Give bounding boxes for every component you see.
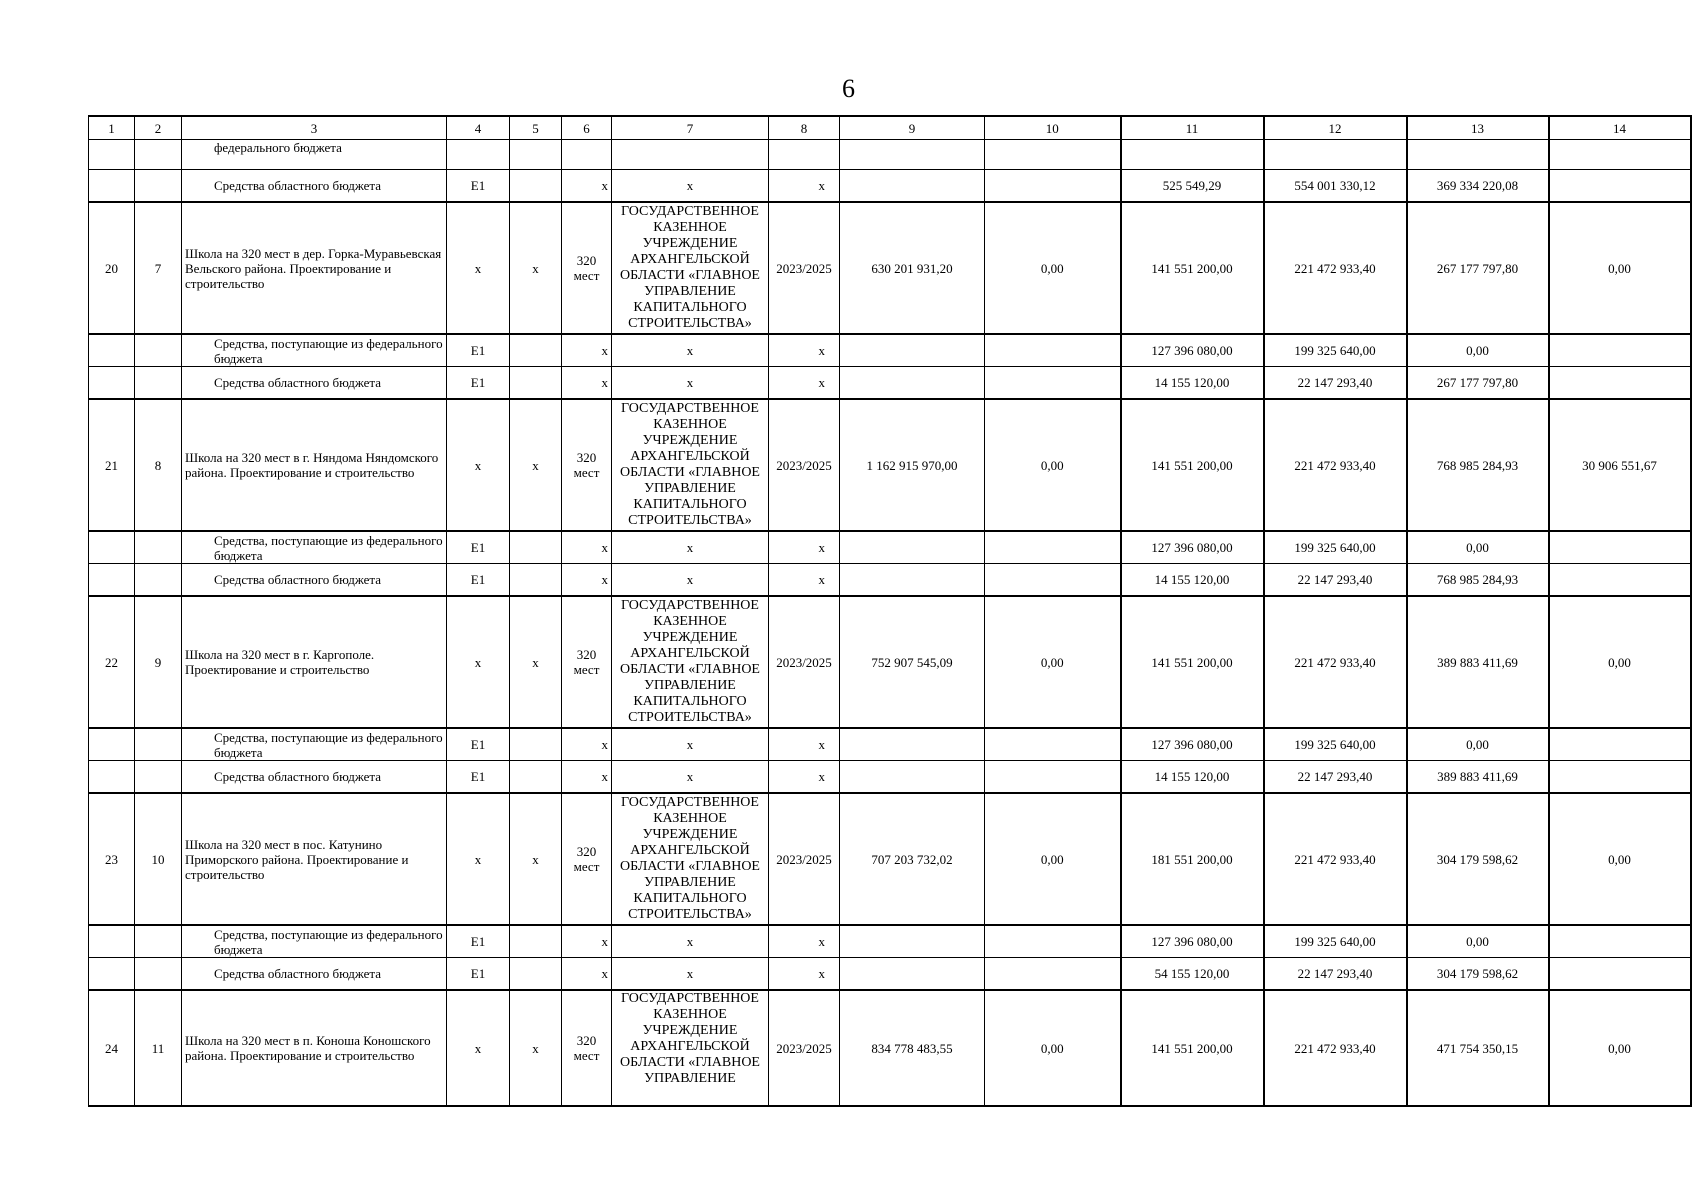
- header-cell: 4: [447, 116, 510, 140]
- cell-c8: х: [769, 564, 840, 597]
- cell-c11: 127 396 080,00: [1121, 334, 1264, 367]
- cell-c12: 199 325 640,00: [1264, 531, 1407, 564]
- cell-period: 2023/2025: [769, 399, 840, 531]
- header-cell: 14: [1549, 116, 1691, 140]
- cell-period: 2023/2025: [769, 793, 840, 925]
- cell-c12: 199 325 640,00: [1264, 334, 1407, 367]
- cell-c13: 0,00: [1407, 728, 1549, 761]
- row-name: Средства областного бюджета: [182, 170, 447, 203]
- cell-c9: 707 203 732,02: [840, 793, 985, 925]
- cell-capacity: 320 мест: [562, 990, 612, 1106]
- cell-code: Е1: [447, 761, 510, 794]
- header-cell: 10: [985, 116, 1121, 140]
- cell-capacity: 320 мест: [562, 202, 612, 334]
- cell-c12: 554 001 330,12: [1264, 170, 1407, 203]
- project-name: Школа на 320 мест в п. Коноша Коношского района. Проектирование и строительство: [182, 990, 447, 1106]
- cell-c5: х: [510, 990, 562, 1106]
- cell-sub-number: 8: [135, 399, 182, 531]
- cell-c9: 1 162 915 970,00: [840, 399, 985, 531]
- cell-c4: х: [447, 596, 510, 728]
- cell-c6: х: [562, 761, 612, 794]
- cell-number: 24: [89, 990, 135, 1106]
- cell-c12: 221 472 933,40: [1264, 399, 1407, 531]
- cell-c4: х: [447, 793, 510, 925]
- cell-c4: х: [447, 990, 510, 1106]
- cell-c11: 127 396 080,00: [1121, 925, 1264, 958]
- cell-c8: х: [769, 761, 840, 794]
- agency-name: ГОСУДАРСТВЕННОЕ КАЗЕННОЕ УЧРЕЖДЕНИЕ АРХАНГЕЛЬСКОЙ ОБЛАСТИ «ГЛАВНОЕ УПРАВЛЕНИЕ: [612, 990, 769, 1106]
- header-cell: 1: [89, 116, 135, 140]
- cell-sub-number: 10: [135, 793, 182, 925]
- cell-c13: 0,00: [1407, 334, 1549, 367]
- cell-c11: 127 396 080,00: [1121, 531, 1264, 564]
- cell-code: Е1: [447, 334, 510, 367]
- cell-c5: х: [510, 399, 562, 531]
- project-row: [89, 596, 1691, 728]
- cell-c12: 22 147 293,40: [1264, 564, 1407, 597]
- agency-name: ГОСУДАРСТВЕННОЕ КАЗЕННОЕ УЧРЕЖДЕНИЕ АРХАНГЕЛЬСКОЙ ОБЛАСТИ «ГЛАВНОЕ УПРАВЛЕНИЕ КАПИТАЛЬНОГО СТРОИТЕЛЬСТВА»: [612, 399, 769, 531]
- cell-c12: 221 472 933,40: [1264, 793, 1407, 925]
- cell-number: 20: [89, 202, 135, 334]
- cell-c13: 267 177 797,80: [1407, 367, 1549, 400]
- cell-c6: х: [562, 334, 612, 367]
- fed-row: [89, 531, 1691, 564]
- header-cell: 2: [135, 116, 182, 140]
- cell-c13: 389 883 411,69: [1407, 761, 1549, 794]
- cell-c12: 199 325 640,00: [1264, 925, 1407, 958]
- header-cell: 12: [1264, 116, 1407, 140]
- cell-number: 22: [89, 596, 135, 728]
- cell-capacity: 320 мест: [562, 399, 612, 531]
- fed-row: [89, 334, 1691, 367]
- page-number: 6: [842, 74, 855, 103]
- cell-c11: 141 551 200,00: [1121, 399, 1264, 531]
- cell-sub-number: 9: [135, 596, 182, 728]
- cell-c9: 834 778 483,55: [840, 990, 985, 1106]
- cell-c7: х: [612, 958, 769, 991]
- project-row: [89, 990, 1691, 1106]
- cell-c8: х: [769, 958, 840, 991]
- project-name: Школа на 320 мест в дер. Горка-Муравьевская Вельского района. Проектирование и строительство: [182, 202, 447, 334]
- cell-c11: 141 551 200,00: [1121, 202, 1264, 334]
- header-cell: 13: [1407, 116, 1549, 140]
- cell-period: 2023/2025: [769, 202, 840, 334]
- agency-name: ГОСУДАРСТВЕННОЕ КАЗЕННОЕ УЧРЕЖДЕНИЕ АРХАНГЕЛЬСКОЙ ОБЛАСТИ «ГЛАВНОЕ УПРАВЛЕНИЕ КАПИТАЛЬНОГО СТРОИТЕЛЬСТВА»: [612, 596, 769, 728]
- reg-row: [89, 564, 1691, 597]
- cell-c7: х: [612, 170, 769, 203]
- cell-c12: 22 147 293,40: [1264, 367, 1407, 400]
- cell-c6: х: [562, 564, 612, 597]
- cell-c11: 141 551 200,00: [1121, 596, 1264, 728]
- cell-period: 2023/2025: [769, 990, 840, 1106]
- cell-c11: 54 155 120,00: [1121, 958, 1264, 991]
- cell-c7: х: [612, 531, 769, 564]
- header-cell: 5: [510, 116, 562, 140]
- fed-row: [89, 925, 1691, 958]
- cell-code: Е1: [447, 564, 510, 597]
- cell-c7: х: [612, 564, 769, 597]
- cell-c8: х: [769, 728, 840, 761]
- cell-c9: 752 907 545,09: [840, 596, 985, 728]
- table-row: [89, 140, 1691, 170]
- cell-c6: х: [562, 925, 612, 958]
- cell-c11: 181 551 200,00: [1121, 793, 1264, 925]
- agency-name: ГОСУДАРСТВЕННОЕ КАЗЕННОЕ УЧРЕЖДЕНИЕ АРХАНГЕЛЬСКОЙ ОБЛАСТИ «ГЛАВНОЕ УПРАВЛЕНИЕ КАПИТАЛЬНОГО СТРОИТЕЛЬСТВА»: [612, 202, 769, 334]
- cell-c13: 267 177 797,80: [1407, 202, 1549, 334]
- reg-label: Средства областного бюджета: [182, 958, 447, 991]
- cell-c10: 0,00: [985, 990, 1121, 1106]
- cell-c8: х: [769, 531, 840, 564]
- reg-row: [89, 367, 1691, 400]
- cell-c9: 630 201 931,20: [840, 202, 985, 334]
- cell-c12: 22 147 293,40: [1264, 761, 1407, 794]
- cell-c7: х: [612, 334, 769, 367]
- cell-c14: 0,00: [1549, 202, 1691, 334]
- header-cell: 7: [612, 116, 769, 140]
- cell-number: 23: [89, 793, 135, 925]
- fed-label: Средства, поступающие из федерального бюджета: [182, 334, 447, 367]
- cell-c13: 471 754 350,15: [1407, 990, 1549, 1106]
- cell-c6: х: [562, 367, 612, 400]
- project-row: [89, 202, 1691, 334]
- project-row: [89, 399, 1691, 531]
- cell-c6: х: [562, 170, 612, 203]
- cell-c13: 389 883 411,69: [1407, 596, 1549, 728]
- cell-sub-number: 11: [135, 990, 182, 1106]
- header-cell: 6: [562, 116, 612, 140]
- cell-c14: 0,00: [1549, 793, 1691, 925]
- cell-c7: х: [612, 728, 769, 761]
- fed-label: Средства, поступающие из федерального бюджета: [182, 531, 447, 564]
- header-cell: 3: [182, 116, 447, 140]
- cell-c8: х: [769, 925, 840, 958]
- reg-row: [89, 761, 1691, 794]
- cell-code: Е1: [447, 958, 510, 991]
- header-row: [89, 116, 1691, 140]
- cell-c11: 141 551 200,00: [1121, 990, 1264, 1106]
- cell-c13: 304 179 598,62: [1407, 793, 1549, 925]
- cell-c12: 22 147 293,40: [1264, 958, 1407, 991]
- cell-code: Е1: [447, 170, 510, 203]
- cell-capacity: 320 мест: [562, 596, 612, 728]
- cell-c5: х: [510, 793, 562, 925]
- cell-c13: 768 985 284,93: [1407, 399, 1549, 531]
- project-name: Школа на 320 мест в пос. Катунино Приморского района. Проектирование и строительство: [182, 793, 447, 925]
- reg-label: Средства областного бюджета: [182, 564, 447, 597]
- cell-c13: 369 334 220,08: [1407, 170, 1549, 203]
- reg-label: Средства областного бюджета: [182, 761, 447, 794]
- cell-c8: х: [769, 170, 840, 203]
- cell-sub-number: 7: [135, 202, 182, 334]
- reg-row: [89, 958, 1691, 991]
- fed-row: [89, 728, 1691, 761]
- cell-c5: х: [510, 202, 562, 334]
- fed-label: Средства, поступающие из федерального бюджета: [182, 925, 447, 958]
- cell-code: Е1: [447, 728, 510, 761]
- project-name: Школа на 320 мест в г. Каргополе. Проектирование и строительство: [182, 596, 447, 728]
- row-name: федерального бюджета: [182, 140, 447, 170]
- cell-c5: х: [510, 596, 562, 728]
- agency-name: ГОСУДАРСТВЕННОЕ КАЗЕННОЕ УЧРЕЖДЕНИЕ АРХАНГЕЛЬСКОЙ ОБЛАСТИ «ГЛАВНОЕ УПРАВЛЕНИЕ КАПИТАЛЬНОГО СТРОИТЕЛЬСТВА»: [612, 793, 769, 925]
- cell-c11: 14 155 120,00: [1121, 564, 1264, 597]
- cell-c6: х: [562, 958, 612, 991]
- reg-label: Средства областного бюджета: [182, 367, 447, 400]
- budget-table: [88, 115, 1692, 1107]
- cell-c11: 14 155 120,00: [1121, 761, 1264, 794]
- cell-c11: 525 549,29: [1121, 170, 1264, 203]
- cell-c10: 0,00: [985, 596, 1121, 728]
- header-cell: 11: [1121, 116, 1264, 140]
- cell-c12: 221 472 933,40: [1264, 596, 1407, 728]
- cell-c4: х: [447, 399, 510, 531]
- cell-c14: 0,00: [1549, 990, 1691, 1106]
- cell-c13: 768 985 284,93: [1407, 564, 1549, 597]
- cell-c6: х: [562, 728, 612, 761]
- cell-c4: х: [447, 202, 510, 334]
- cell-code: Е1: [447, 925, 510, 958]
- header-cell: 9: [840, 116, 985, 140]
- cell-period: 2023/2025: [769, 596, 840, 728]
- cell-c13: 0,00: [1407, 925, 1549, 958]
- cell-c14: 0,00: [1549, 596, 1691, 728]
- cell-c6: х: [562, 531, 612, 564]
- cell-c11: 14 155 120,00: [1121, 367, 1264, 400]
- table-row: [89, 170, 1691, 203]
- cell-c7: х: [612, 925, 769, 958]
- cell-c8: х: [769, 334, 840, 367]
- cell-c12: 221 472 933,40: [1264, 990, 1407, 1106]
- cell-code: Е1: [447, 531, 510, 564]
- project-name: Школа на 320 мест в г. Няндома Няндомского района. Проектирование и строительство: [182, 399, 447, 531]
- cell-c10: 0,00: [985, 202, 1121, 334]
- cell-c10: 0,00: [985, 399, 1121, 531]
- cell-capacity: 320 мест: [562, 793, 612, 925]
- cell-c7: х: [612, 367, 769, 400]
- cell-c7: х: [612, 761, 769, 794]
- project-row: [89, 793, 1691, 925]
- cell-c13: 0,00: [1407, 531, 1549, 564]
- cell-c12: 221 472 933,40: [1264, 202, 1407, 334]
- cell-c10: 0,00: [985, 793, 1121, 925]
- header-cell: 8: [769, 116, 840, 140]
- cell-c11: 127 396 080,00: [1121, 728, 1264, 761]
- cell-number: 21: [89, 399, 135, 531]
- cell-c13: 304 179 598,62: [1407, 958, 1549, 991]
- cell-c8: х: [769, 367, 840, 400]
- cell-code: Е1: [447, 367, 510, 400]
- cell-c12: 199 325 640,00: [1264, 728, 1407, 761]
- fed-label: Средства, поступающие из федерального бюджета: [182, 728, 447, 761]
- cell-c14: 30 906 551,67: [1549, 399, 1691, 531]
